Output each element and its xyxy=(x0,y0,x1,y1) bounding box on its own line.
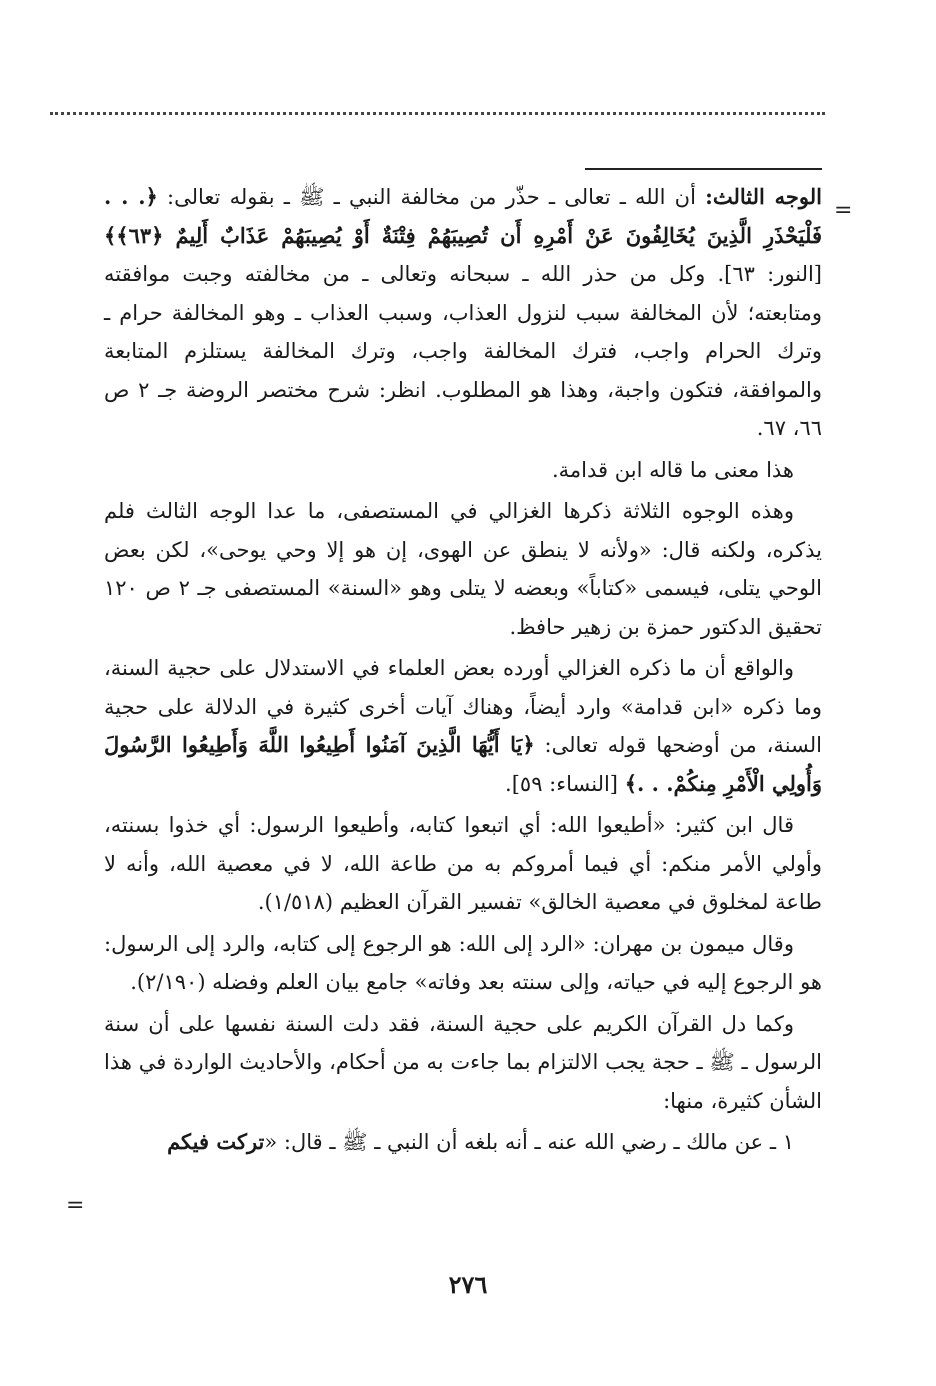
quran-verse: ﴿. . . فَلْيَحْذَرِ الَّذِينَ يُخَالِفُونَ عَنْ أَمْرِهِ أَن تُصِيبَهُمْ فِتْنَةٌ أَوْ يُصِيبَهُمْ عَذَابٌ أَلِيمٌ ﴿٦٣﴾﴾ xyxy=(104,184,822,248)
dotted-separator xyxy=(50,112,825,115)
paragraph-third-aspect xyxy=(104,178,822,448)
page-number: ٢٧٦ xyxy=(448,1270,488,1299)
paragraph-maymun: وقال ميمون بن مهران: «الرد إلى الله: هو الرجوع إلى كتابه، والرد إلى الرسول: هو الرجوع إليه في حياته، وإلى سنته بعد وفاته» جامع بيان العلم وفضله (٢/١٩٠). xyxy=(104,931,822,994)
paragraph-text: والواقع أن ما ذكره الغزالي أورده بعض العلماء في الاستدلال على حجية السنة، وما ذكره «ابن قدامة» وارد أيضاً، وهناك آيات أخرى كثيرة في الدلالة على حجية السنة، من أوضحها قوله تعالى: xyxy=(104,656,822,757)
paragraph-text: [النساء: ٥٩]. xyxy=(505,771,625,796)
paragraph-ibn-kathir: قال ابن كثير: «أطيعوا الله: أي اتبعوا كتابه، وأطيعوا الرسول: أي خذوا بسنته، وأولي الأمر منكم: أي فيما أمروكم به من طاعة الله، لا في معصية الله، وأنه لا طاعة لمخلوق في معصية الخالق» تفسير القرآن العظيم (١/٥١٨). xyxy=(104,813,822,914)
hadith-quote: تركت فيكم xyxy=(167,1129,265,1154)
paragraph-text: [النور: ٦٣]. وكل من حذر الله ـ سبحانه وتعالى ـ من مخالفته وجبت موافقته ومتابعته؛ لأن المخالفة سبب لنزول العذاب، وسبب العذاب ـ وهو المخالفة حرام ـ وترك الحرام واجب، فترك المخالفة واجب، وترك المخالفة يستلزم المتابعة والموافقة، فتكون واجبة، وهذا هو المطلوب. انظر: شرح مختصر الروضة جـ ٢ ص ٦٦، ٦٧. xyxy=(104,262,822,440)
section-lead: الوجه الثالث: xyxy=(705,184,822,209)
margin-mark-bottom: = xyxy=(66,1193,85,1218)
paragraph-ibn-qudama: هذا معنى ما قاله ابن قدامة. xyxy=(551,457,794,482)
quran-verse: ﴿يَا أَيُّهَا الَّذِينَ آمَنُوا أَطِيعُوا اللَّهَ وَأَطِيعُوا الرَّسُولَ وَأُولِي الْأَمْرِ مِنكُمْ. . .﴾ xyxy=(104,732,822,796)
margin-mark-top: = xyxy=(834,198,853,223)
paragraph-sunnah: وكما دل القرآن الكريم على حجية السنة، فقد دلت السنة نفسها على أن سنة الرسول ـ ﷺ ـ حجة يجب الالتزام بما جاءت به من أحكام، والأحاديث الواردة في هذا الشأن كثيرة، منها: xyxy=(104,1011,822,1113)
paragraph-hadith-1 xyxy=(104,1123,822,1162)
paragraph-text: أن الله ـ تعالى ـ حذّر من مخالفة النبي ـ ﷺ ـ بقوله تعالى: xyxy=(157,185,706,209)
paragraph-ghazali: وهذه الوجوه الثلاثة ذكرها الغزالي في المستصفى، ما عدا الوجه الثالث فلم يذكره، ولكنه قال: «ولأنه لا ينطق عن الهوى، إن هو إلا وحي يوحى»، لكن بعض الوحي يتلى، فيسمى «كتاباً» وبعضه لا يتلى وهو «السنة» المستصفى جـ ٢ ص ١٢٠ تحقيق الدكتور حمزة بن زهير حافظ. xyxy=(104,499,822,639)
paragraph-reality xyxy=(104,649,822,803)
header-rule xyxy=(585,168,822,170)
page-body xyxy=(104,178,822,1162)
paragraph-text: ١ ـ عن مالك ـ رضي الله عنه ـ أنه بلغه أن النبي ـ ﷺ ـ قال: « xyxy=(264,1130,794,1154)
